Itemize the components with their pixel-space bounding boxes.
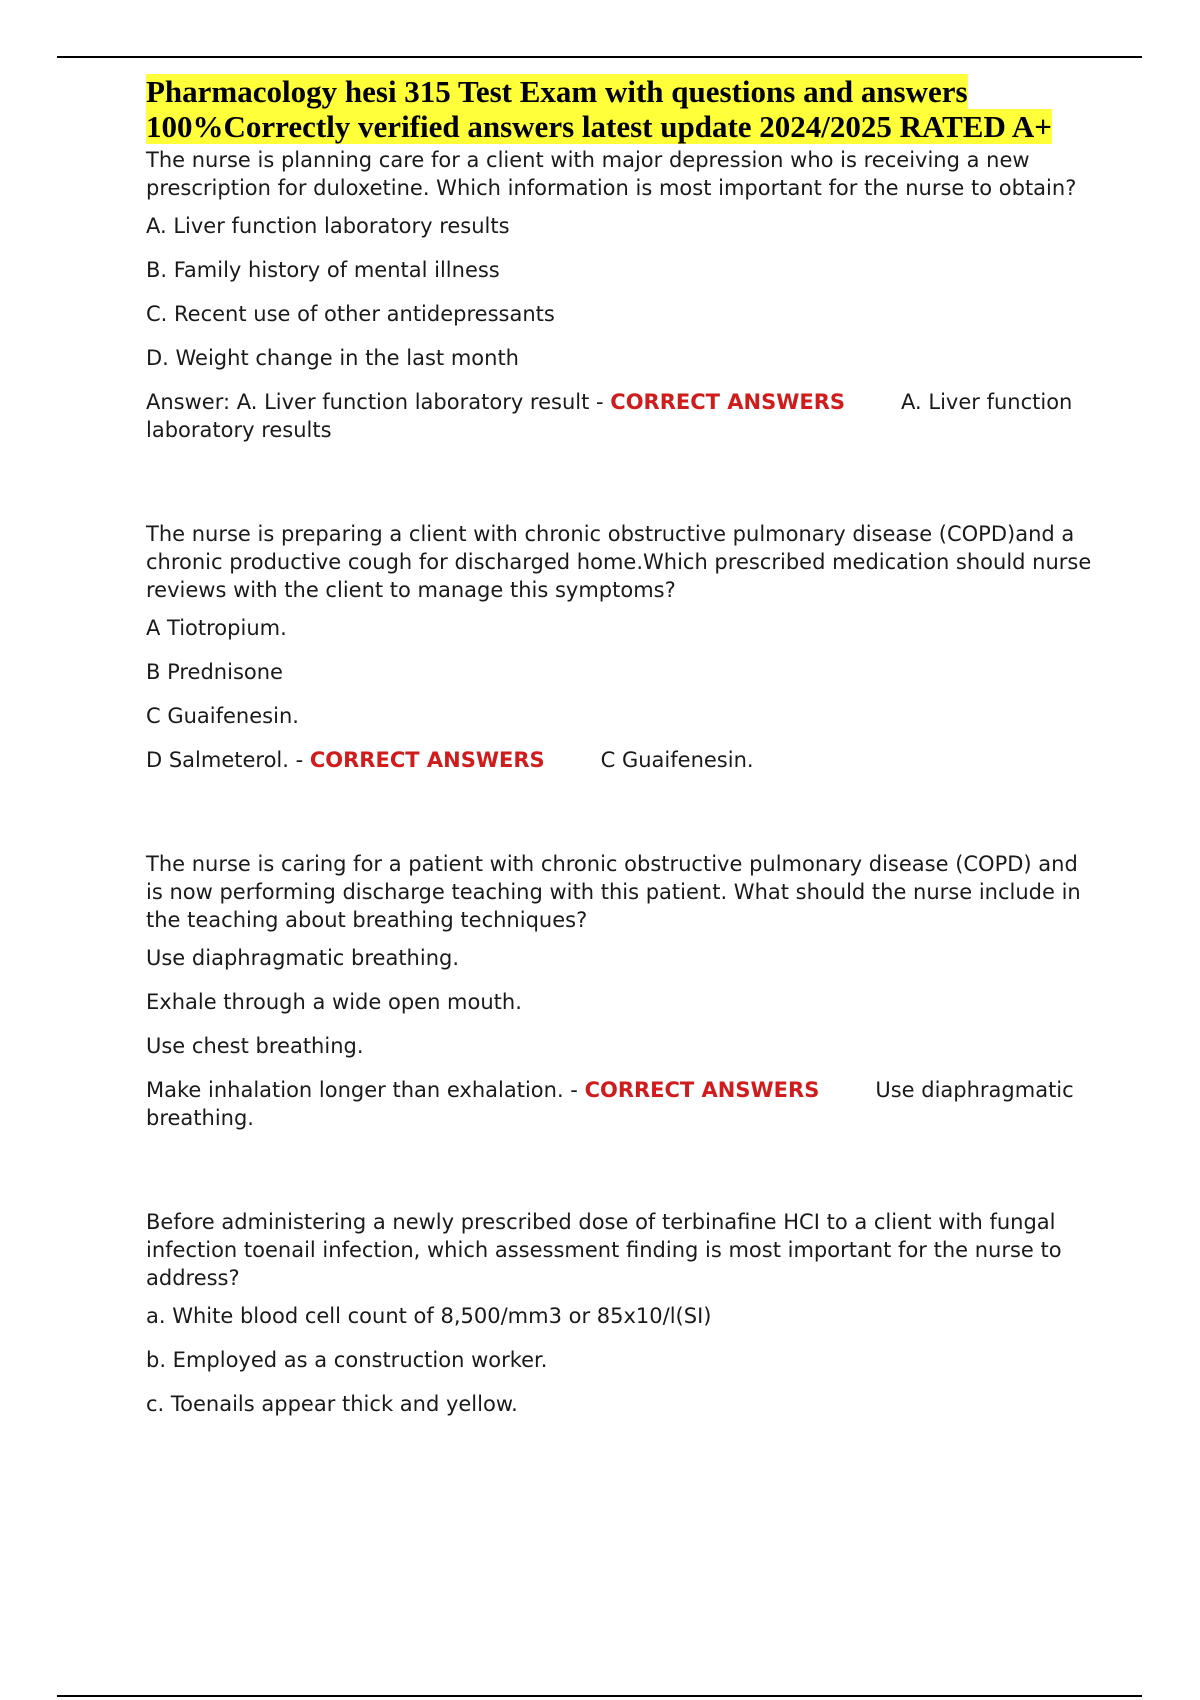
correct-answer-text: Use diaphragmatic breathing. bbox=[146, 1078, 1074, 1130]
answer-option: a. White blood cell count of 8,500/mm3 or 85x10/l(SI) bbox=[146, 1304, 712, 1328]
question-block-3 bbox=[146, 850, 1096, 1132]
correct-answers-label: CORRECT ANSWERS bbox=[309, 748, 545, 772]
correct-answer-text: A. Liver function laboratory results bbox=[146, 390, 1073, 442]
answer-option: A Tiotropium. bbox=[146, 616, 287, 640]
answer-prefix: D Salmeterol. - bbox=[146, 748, 310, 772]
answer-option: b. Employed as a construction worker. bbox=[146, 1348, 548, 1372]
answer-option: C Guaifenesin. bbox=[146, 704, 299, 728]
answer-line bbox=[146, 388, 1096, 444]
correct-answer-text: C Guaifenesin. bbox=[600, 748, 754, 772]
question-block-1 bbox=[146, 146, 1096, 444]
answer-option: Use chest breathing. bbox=[146, 1034, 364, 1058]
question-stem: The nurse is preparing a client with chronic obstructive pulmonary disease (COPD)and a chronic productive cough for discharged home.Which prescribed medication should nurse reviews with the client to manage this symptoms? bbox=[146, 522, 1092, 602]
answer-option: c. Toenails appear thick and yellow. bbox=[146, 1392, 518, 1416]
answer-line bbox=[146, 1076, 1096, 1132]
answer-prefix: Answer: A. Liver function laboratory result - bbox=[146, 390, 611, 414]
correct-answers-label: CORRECT ANSWERS bbox=[610, 390, 846, 414]
answer-option: Exhale through a wide open mouth. bbox=[146, 990, 522, 1014]
question-stem: The nurse is caring for a patient with chronic obstructive pulmonary disease (COPD) and is now performing discharge teaching with this patient. What should the nurse include in the teaching about breathing techniques? bbox=[146, 852, 1081, 932]
answer-option: Use diaphragmatic breathing. bbox=[146, 946, 460, 970]
question-block-4 bbox=[146, 1208, 1096, 1418]
answer-option: D. Weight change in the last month bbox=[146, 346, 519, 370]
footer-rule bbox=[57, 1695, 1142, 1697]
answer-option: B. Family history of mental illness bbox=[146, 258, 500, 282]
answer-option: C. Recent use of other antidepressants bbox=[146, 302, 555, 326]
title-line-2: 100%Correctly verified answers latest update 2024/2025 RATED A+ bbox=[146, 109, 1052, 144]
correct-answers-label: CORRECT ANSWERS bbox=[584, 1078, 820, 1102]
question-block-2 bbox=[146, 520, 1096, 774]
answer-option: B Prednisone bbox=[146, 660, 283, 684]
header-rule bbox=[57, 56, 1142, 58]
document-body bbox=[146, 74, 1096, 1434]
question-stem: The nurse is planning care for a client with major depression who is receiving a new prescription for duloxetine. Which information is most important for the nurse to obtain? bbox=[146, 148, 1077, 200]
question-stem: Before administering a newly prescribed dose of terbinafine HCI to a client with fungal infection toenail infection, which assessment finding is most important for the nurse to address? bbox=[146, 1210, 1062, 1290]
title-line-1: Pharmacology hesi 315 Test Exam with questions and answers bbox=[146, 74, 968, 109]
answer-option: A. Liver function laboratory results bbox=[146, 214, 510, 238]
answer-prefix: Make inhalation longer than exhalation. - bbox=[146, 1078, 585, 1102]
document-title bbox=[146, 74, 1096, 144]
answer-line bbox=[146, 746, 1096, 774]
